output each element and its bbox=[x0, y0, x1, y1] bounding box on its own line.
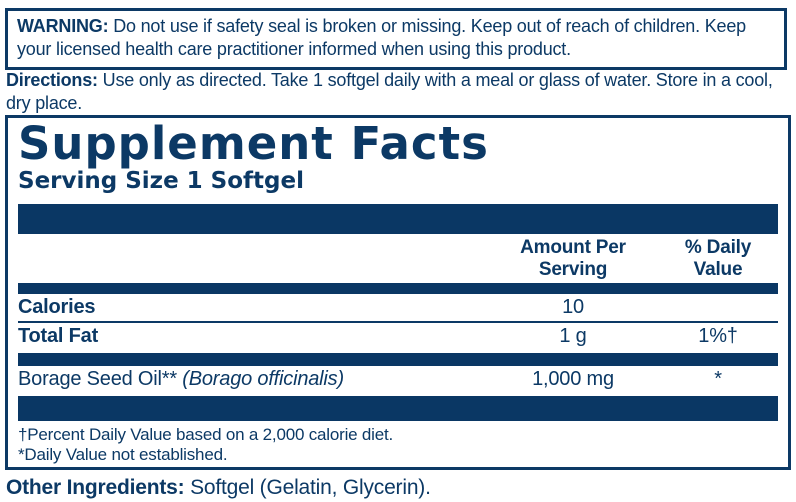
directions-text: Use only as directed. Take 1 softgel daily with a meal or glass of water. Store in a cool, dry place. bbox=[6, 70, 773, 113]
other-ingredients-label: Other Ingredients: bbox=[6, 476, 185, 499]
nutrient-amount: 1 g bbox=[559, 325, 587, 347]
serving-size: Serving Size 1 Softgel bbox=[18, 168, 304, 194]
nutrient-name-common: Borage Seed Oil** bbox=[18, 368, 183, 390]
column-header-dv-line2: Value bbox=[693, 259, 743, 280]
footnote-not-established: *Daily Value not established. bbox=[18, 445, 228, 464]
nutrient-name-scientific: (Borago officinalis) bbox=[182, 368, 344, 390]
nutrient-daily-value: 1%† bbox=[698, 325, 738, 347]
warning-box bbox=[5, 8, 787, 70]
nutrient-amount: 1,000 mg bbox=[532, 368, 614, 390]
separator-bar-header bbox=[18, 283, 778, 294]
warning-label: WARNING: bbox=[17, 16, 109, 36]
separator-bar-top bbox=[18, 204, 778, 234]
footnote-daily-value-basis: †Percent Daily Value based on a 2,000 calorie diet. bbox=[18, 425, 394, 444]
nutrient-row-borage-seed-oil bbox=[18, 366, 778, 393]
column-header-amount-line2: Serving bbox=[538, 259, 608, 280]
column-header-row bbox=[18, 234, 778, 283]
nutrient-row-total-fat bbox=[18, 323, 778, 350]
nutrient-daily-value: * bbox=[714, 368, 722, 390]
column-header-amount-line1: Amount Per bbox=[520, 237, 626, 258]
nutrient-row-calories bbox=[18, 294, 778, 323]
nutrient-name bbox=[18, 368, 488, 391]
other-ingredients-text: Softgel (Gelatin, Glycerin). bbox=[190, 476, 431, 499]
separator-bar-bottom bbox=[18, 396, 778, 421]
nutrient-amount: 10 bbox=[562, 296, 584, 318]
nutrient-name: Calories bbox=[18, 296, 96, 318]
directions bbox=[6, 69, 790, 115]
column-header-daily-value bbox=[658, 237, 778, 281]
footnotes bbox=[18, 425, 778, 465]
supplement-facts-panel bbox=[5, 115, 791, 470]
nutrient-name: Total Fat bbox=[18, 325, 99, 347]
column-header-dv-line1: % Daily bbox=[684, 237, 752, 258]
column-header-amount bbox=[488, 237, 658, 281]
separator-bar-mid bbox=[18, 353, 778, 366]
other-ingredients bbox=[6, 476, 790, 500]
directions-label: Directions: bbox=[6, 70, 98, 90]
warning-text: Do not use if safety seal is broken or missing. Keep out of reach of children. Keep your licensed health care practitioner informed when using this product. bbox=[17, 16, 746, 59]
supplement-facts-title: Supplement Facts bbox=[18, 117, 489, 170]
